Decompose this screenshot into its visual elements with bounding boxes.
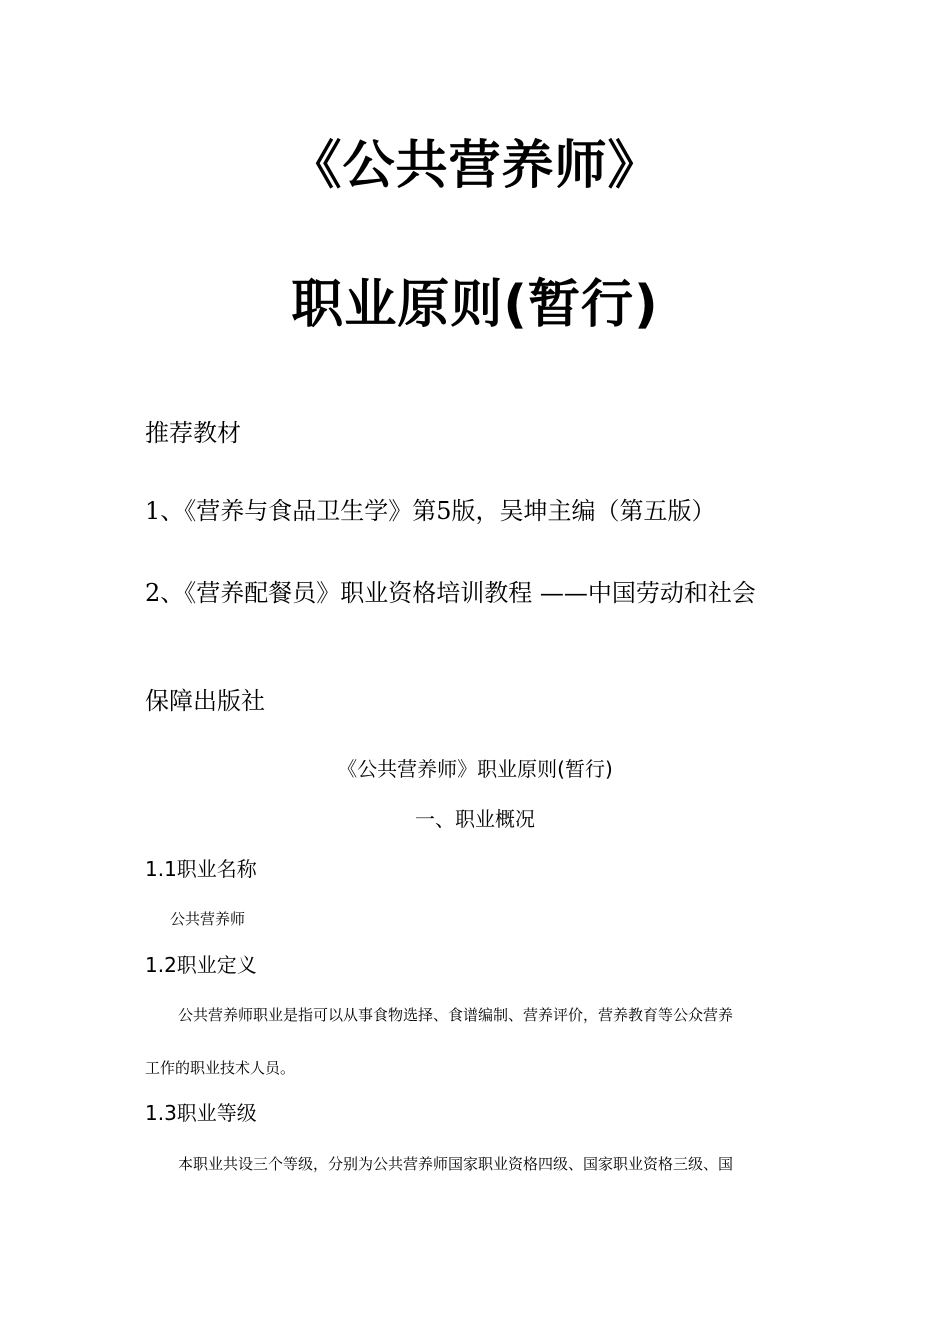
textbook-item-2: 2、《营养配餐员》职业资格培训教程 ——中国劳动和社会 (145, 579, 756, 607)
section-text-1-1: 公共营养师 (170, 910, 246, 928)
section-heading-1-1: 1.1职业名称 (145, 857, 257, 881)
chapter-heading: 一、职业概况 (415, 807, 535, 831)
section-heading-1-2: 1.2职业定义 (145, 953, 257, 977)
section-text-1-2-line2: 工作的职业技术人员。 (145, 1059, 296, 1077)
section-heading-1-3: 1.3职业等级 (145, 1101, 257, 1125)
textbook-item-1: 1、《营养与食品卫生学》第5版，吴坤主编（第五版） (145, 497, 716, 525)
standard-doc-title: 《公共营养师》职业原则(暂行) (337, 757, 613, 781)
textbooks-heading: 推荐教材 (145, 419, 241, 447)
cover-title-line1: 《公共营养师》 (289, 136, 661, 196)
cover-title-line2: 职业原则(暂行) (291, 275, 659, 335)
section-text-1-3-line1: 本职业共设三个等级，分别为公共营养师国家职业资格四级、国家职业资格三级、国 (178, 1155, 734, 1173)
section-text-1-2-line1: 公共营养师职业是指可以从事食物选择、食谱编制、营养评价，营养教育等公众营养 (178, 1006, 734, 1024)
textbook-item-2-continued: 保障出版社 (145, 687, 265, 715)
